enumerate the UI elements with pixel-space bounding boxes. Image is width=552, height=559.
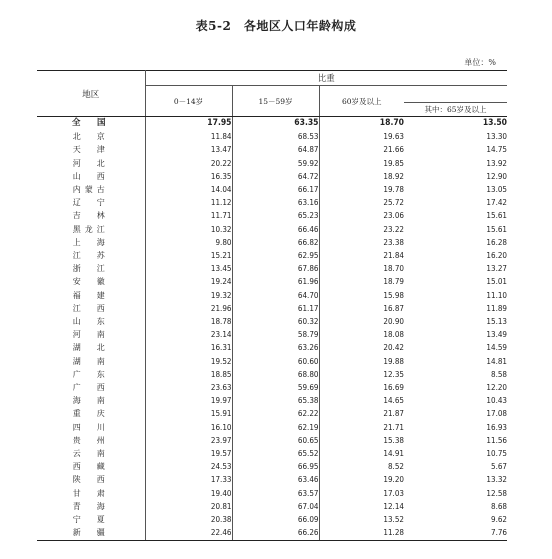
value-0-14: 18.78 bbox=[145, 315, 232, 328]
region-name: 全 国 bbox=[37, 117, 145, 131]
value-15-59: 63.35 bbox=[232, 117, 319, 131]
value-60-plus: 20.90 bbox=[383, 317, 404, 327]
value-65-plus: 16.20 bbox=[486, 251, 508, 261]
value-0-14: 15.21 bbox=[145, 249, 232, 262]
value-65-plus: 16.93 bbox=[486, 422, 508, 432]
table-row bbox=[37, 170, 507, 183]
value-0-14: 19.97 bbox=[145, 394, 232, 407]
unit-label: 单位：% bbox=[464, 58, 496, 67]
value-0-14: 11.84 bbox=[145, 130, 232, 143]
value-65-plus: 14.59 bbox=[486, 343, 508, 353]
value-0-14: 9.80 bbox=[145, 236, 232, 249]
table-row bbox=[37, 196, 507, 209]
value-60-plus: 18.92 bbox=[383, 171, 404, 181]
value-15-59: 64.72 bbox=[232, 170, 319, 183]
value-65-plus: 11.10 bbox=[486, 290, 508, 300]
region-name: 内蒙古 bbox=[37, 183, 145, 196]
region-name: 广 西 bbox=[37, 381, 145, 394]
value-60-plus: 14.91 bbox=[383, 449, 404, 459]
region-name: 贵 州 bbox=[37, 434, 145, 447]
value-15-59: 65.52 bbox=[232, 447, 319, 460]
value-0-14: 20.38 bbox=[145, 513, 232, 526]
value-0-14: 17.33 bbox=[145, 473, 232, 486]
value-60-plus: 16.69 bbox=[383, 383, 404, 393]
table-row bbox=[37, 341, 507, 354]
table-row bbox=[37, 130, 507, 143]
table-row bbox=[37, 355, 507, 368]
value-65-plus: 10.75 bbox=[486, 449, 508, 459]
region-name: 海 南 bbox=[37, 394, 145, 407]
region-name: 北 京 bbox=[37, 130, 145, 143]
value-60-plus: 8.52 bbox=[387, 462, 404, 472]
value-65-plus: 7.76 bbox=[404, 526, 507, 540]
value-15-59: 63.46 bbox=[232, 473, 319, 486]
value-15-59: 67.04 bbox=[232, 500, 319, 513]
value-65-plus: 15.61 bbox=[486, 224, 508, 234]
region-name: 上 海 bbox=[37, 236, 145, 249]
value-60-plus: 23.22 bbox=[383, 224, 404, 234]
value-15-59: 67.86 bbox=[232, 262, 319, 275]
value-60-plus: 19.20 bbox=[383, 475, 404, 485]
region-name: 吉 林 bbox=[37, 209, 145, 222]
region-column-header: 地区 bbox=[37, 71, 145, 117]
region-name: 湖 南 bbox=[37, 355, 145, 368]
value-60-plus: 16.87 bbox=[383, 303, 404, 313]
value-0-14: 16.10 bbox=[145, 421, 232, 434]
value-65-plus: 15.13 bbox=[486, 317, 508, 327]
value-60-plus: 18.08 bbox=[383, 330, 404, 340]
value-0-14: 23.14 bbox=[145, 328, 232, 341]
value-65-plus: 11.89 bbox=[486, 303, 508, 313]
value-65-plus: 13.92 bbox=[486, 158, 508, 168]
value-65-plus: 15.01 bbox=[486, 277, 508, 287]
table-row bbox=[37, 315, 507, 328]
value-65-plus: 14.75 bbox=[486, 145, 508, 155]
value-60-plus: 18.79 bbox=[383, 277, 404, 287]
value-65-plus: 10.43 bbox=[486, 396, 508, 406]
value-0-14: 19.32 bbox=[145, 289, 232, 302]
age-0-14-header: 0－14岁 bbox=[145, 86, 232, 117]
value-0-14: 22.46 bbox=[145, 526, 232, 540]
value-60-plus: 23.38 bbox=[383, 237, 404, 247]
value-15-59: 65.23 bbox=[232, 209, 319, 222]
value-15-59: 68.80 bbox=[232, 368, 319, 381]
value-0-14: 10.32 bbox=[145, 223, 232, 236]
table-row bbox=[37, 117, 507, 131]
value-65-plus: 9.62 bbox=[490, 515, 508, 525]
value-65-plus: 8.68 bbox=[490, 501, 508, 511]
value-65-plus: 13.49 bbox=[486, 330, 508, 340]
value-15-59: 58.79 bbox=[232, 328, 319, 341]
table-row bbox=[37, 421, 507, 434]
value-65-plus: 17.08 bbox=[486, 409, 508, 419]
table-row bbox=[37, 513, 507, 526]
value-65-plus: 13.50 bbox=[482, 118, 508, 128]
region-name: 甘 肃 bbox=[37, 487, 145, 500]
value-65-plus: 13.05 bbox=[486, 185, 508, 195]
region-name: 河 南 bbox=[37, 328, 145, 341]
value-15-59: 64.87 bbox=[232, 143, 319, 156]
region-name: 广 东 bbox=[37, 368, 145, 381]
table-row bbox=[37, 302, 507, 315]
value-60-plus: 21.66 bbox=[383, 145, 404, 155]
age-60-plus-header: 60岁及以上 bbox=[319, 86, 404, 117]
value-0-14: 18.85 bbox=[145, 368, 232, 381]
value-65-plus: 12.20 bbox=[486, 383, 508, 393]
value-15-59: 60.60 bbox=[232, 355, 319, 368]
value-15-59: 62.22 bbox=[232, 407, 319, 420]
value-0-14: 19.24 bbox=[145, 275, 232, 288]
table-row bbox=[37, 223, 507, 236]
age-composition-table bbox=[37, 70, 507, 541]
value-65-plus: 13.32 bbox=[486, 475, 508, 485]
region-name: 重 庆 bbox=[37, 407, 145, 420]
region-name: 黑龙江 bbox=[37, 223, 145, 236]
region-name: 四 川 bbox=[37, 421, 145, 434]
value-0-14: 19.52 bbox=[145, 355, 232, 368]
value-60-plus: 21.84 bbox=[383, 251, 404, 261]
table-row bbox=[37, 447, 507, 460]
value-0-14: 24.53 bbox=[145, 460, 232, 473]
value-60-plus: 18.70 bbox=[383, 264, 404, 274]
value-60-plus: 19.85 bbox=[383, 158, 404, 168]
value-60-plus: 20.42 bbox=[383, 343, 404, 353]
value-0-14: 19.40 bbox=[145, 487, 232, 500]
region-name: 西 藏 bbox=[37, 460, 145, 473]
region-name: 宁 夏 bbox=[37, 513, 145, 526]
value-60-plus: 23.06 bbox=[383, 211, 404, 221]
table-row bbox=[37, 473, 507, 486]
region-name: 云 南 bbox=[37, 447, 145, 460]
table-title: 表5-2 各地区人口年龄构成 bbox=[195, 19, 357, 33]
table-row bbox=[37, 143, 507, 156]
value-65-plus: 12.90 bbox=[486, 171, 508, 181]
table-row bbox=[37, 183, 507, 196]
value-15-59: 62.19 bbox=[232, 421, 319, 434]
value-60-plus: 11.28 bbox=[319, 526, 404, 540]
value-60-plus: 19.88 bbox=[383, 356, 404, 366]
table-row bbox=[37, 381, 507, 394]
value-60-plus: 14.65 bbox=[383, 396, 404, 406]
value-0-14: 11.71 bbox=[145, 209, 232, 222]
value-15-59: 61.17 bbox=[232, 302, 319, 315]
value-60-plus: 15.38 bbox=[383, 435, 404, 445]
value-0-14: 20.22 bbox=[145, 157, 232, 170]
table-row bbox=[37, 275, 507, 288]
value-65-plus: 13.30 bbox=[486, 132, 508, 142]
region-name: 湖 北 bbox=[37, 341, 145, 354]
value-65-plus: 14.81 bbox=[486, 356, 508, 366]
value-15-59: 59.92 bbox=[232, 157, 319, 170]
value-0-14: 19.57 bbox=[145, 447, 232, 460]
region-name: 安 徽 bbox=[37, 275, 145, 288]
value-65-plus: 15.61 bbox=[486, 211, 508, 221]
value-65-plus: 8.58 bbox=[490, 369, 508, 379]
value-0-14: 17.95 bbox=[145, 117, 232, 131]
value-15-59: 66.26 bbox=[232, 526, 319, 540]
value-65-plus: 5.67 bbox=[490, 462, 508, 472]
value-60-plus: 12.14 bbox=[383, 501, 404, 511]
value-0-14: 23.63 bbox=[145, 381, 232, 394]
value-60-plus: 19.78 bbox=[383, 185, 404, 195]
table-row bbox=[37, 407, 507, 420]
value-15-59: 68.53 bbox=[232, 130, 319, 143]
region-name: 福 建 bbox=[37, 289, 145, 302]
table-row bbox=[37, 236, 507, 249]
value-60-plus: 17.03 bbox=[383, 488, 404, 498]
value-15-59: 66.09 bbox=[232, 513, 319, 526]
age-15-59-header: 15－59岁 bbox=[232, 86, 319, 117]
table-row bbox=[37, 262, 507, 275]
value-65-plus: 12.58 bbox=[486, 488, 508, 498]
table-row bbox=[37, 500, 507, 513]
region-name: 江 苏 bbox=[37, 249, 145, 262]
value-0-14: 21.96 bbox=[145, 302, 232, 315]
value-15-59: 59.69 bbox=[232, 381, 319, 394]
value-15-59: 66.46 bbox=[232, 223, 319, 236]
table-row bbox=[37, 289, 507, 302]
table-row bbox=[37, 526, 507, 540]
region-name: 辽 宁 bbox=[37, 196, 145, 209]
value-15-59: 63.16 bbox=[232, 196, 319, 209]
region-name: 青 海 bbox=[37, 500, 145, 513]
value-0-14: 20.81 bbox=[145, 500, 232, 513]
table-row bbox=[37, 157, 507, 170]
table-row bbox=[37, 249, 507, 262]
value-15-59: 62.95 bbox=[232, 249, 319, 262]
age-65-plus-header-cell bbox=[404, 86, 507, 117]
value-60-plus: 13.52 bbox=[383, 515, 404, 525]
age-65-plus-header: 其中：65岁及以上 bbox=[404, 102, 507, 116]
value-60-plus: 12.35 bbox=[383, 369, 404, 379]
value-15-59: 66.95 bbox=[232, 460, 319, 473]
table-row bbox=[37, 394, 507, 407]
region-name: 天 津 bbox=[37, 143, 145, 156]
value-0-14: 15.91 bbox=[145, 407, 232, 420]
value-60-plus: 15.98 bbox=[383, 290, 404, 300]
value-65-plus: 17.42 bbox=[486, 198, 508, 208]
value-15-59: 63.26 bbox=[232, 341, 319, 354]
value-15-59: 66.17 bbox=[232, 183, 319, 196]
value-15-59: 64.70 bbox=[232, 289, 319, 302]
region-name: 浙 江 bbox=[37, 262, 145, 275]
value-15-59: 60.65 bbox=[232, 434, 319, 447]
value-15-59: 60.32 bbox=[232, 315, 319, 328]
value-65-plus: 11.56 bbox=[486, 435, 508, 445]
value-0-14: 11.12 bbox=[145, 196, 232, 209]
region-name: 河 北 bbox=[37, 157, 145, 170]
value-0-14: 16.35 bbox=[145, 170, 232, 183]
value-60-plus: 21.87 bbox=[383, 409, 404, 419]
table-row bbox=[37, 209, 507, 222]
value-60-plus: 18.70 bbox=[379, 118, 404, 128]
table-row bbox=[37, 368, 507, 381]
table-row bbox=[37, 434, 507, 447]
region-name: 山 东 bbox=[37, 315, 145, 328]
value-60-plus: 19.63 bbox=[383, 132, 404, 142]
region-name: 陕 西 bbox=[37, 473, 145, 486]
table-row bbox=[37, 460, 507, 473]
region-name: 江 西 bbox=[37, 302, 145, 315]
value-60-plus: 25.72 bbox=[383, 198, 404, 208]
value-15-59: 65.38 bbox=[232, 394, 319, 407]
table-body bbox=[37, 117, 507, 541]
region-name: 新 疆 bbox=[37, 526, 145, 540]
value-15-59: 61.96 bbox=[232, 275, 319, 288]
table-row bbox=[37, 487, 507, 500]
value-0-14: 16.31 bbox=[145, 341, 232, 354]
value-0-14: 23.97 bbox=[145, 434, 232, 447]
value-65-plus: 13.27 bbox=[486, 264, 508, 274]
value-0-14: 13.47 bbox=[145, 143, 232, 156]
value-0-14: 14.04 bbox=[145, 183, 232, 196]
value-15-59: 63.57 bbox=[232, 487, 319, 500]
table-row bbox=[37, 328, 507, 341]
value-15-59: 66.82 bbox=[232, 236, 319, 249]
value-65-plus: 16.28 bbox=[486, 237, 508, 247]
proportion-group-header: 比重 bbox=[145, 71, 507, 86]
region-name: 山 西 bbox=[37, 170, 145, 183]
value-0-14: 13.45 bbox=[145, 262, 232, 275]
value-60-plus: 21.71 bbox=[383, 422, 404, 432]
